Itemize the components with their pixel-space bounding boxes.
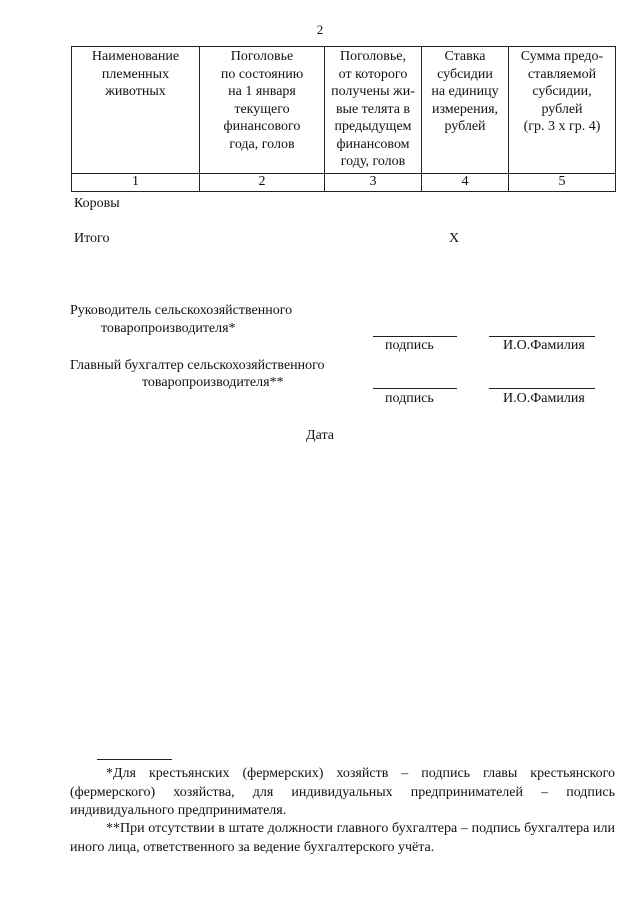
column-number-row <box>72 174 616 192</box>
header-line: текущего <box>234 101 290 117</box>
footnote-rule <box>97 759 172 760</box>
date-label: Дата <box>306 428 334 443</box>
subsidy-table <box>71 46 616 192</box>
accountant-signature-caption: подпись <box>385 391 434 406</box>
footnote-1: *Для крестьянских (фермерских) хозяйств – подпись главы крестьянского (фермерского) хозяйства, для индивидуальных предпринимателей – подпись индивидуального предпринимателя. <box>70 766 615 818</box>
head-title-line1: Руководитель сельскохозяйственного <box>70 303 293 318</box>
header-line: Ставка <box>444 49 486 64</box>
row-label-total: Итого <box>74 231 110 246</box>
column-number: 5 <box>509 174 616 192</box>
header-livestock-calves <box>325 47 422 174</box>
header-line: финансовом <box>336 136 410 152</box>
header-subsidy-rate <box>422 47 509 174</box>
header-line: (гр. 3 х гр. 4) <box>523 119 601 134</box>
header-line: году, голов <box>340 154 406 169</box>
accountant-title-line2: товаропроизводителя** <box>142 375 284 390</box>
page-number: 2 <box>316 22 324 37</box>
header-line: племенных <box>101 66 170 82</box>
header-line: на 1 января <box>228 84 296 99</box>
header-line: от которого <box>338 66 408 82</box>
header-line: животных <box>105 84 166 99</box>
header-line: по состоянию <box>220 66 304 82</box>
header-line: Поголовье <box>230 49 294 64</box>
total-rate-mark: Х <box>449 231 460 246</box>
accountant-signature-line <box>373 388 457 389</box>
accountant-name-caption: И.О.Фамилия <box>503 391 585 406</box>
header-line: Наименование <box>91 49 180 64</box>
column-number: 3 <box>325 174 422 192</box>
head-signature-caption: подпись <box>385 338 434 353</box>
header-line: субсидии <box>437 66 493 82</box>
header-subsidy-sum <box>509 47 616 174</box>
row-label-cows: Коровы <box>74 196 120 211</box>
header-line: получены жи- <box>331 84 415 99</box>
column-number: 2 <box>200 174 325 192</box>
head-title-line2: товаропроизводителя* <box>101 321 236 336</box>
head-name-line <box>489 336 595 337</box>
column-number: 4 <box>422 174 509 192</box>
header-line: Поголовье, <box>339 49 406 64</box>
column-number: 1 <box>72 174 200 192</box>
head-signature-line <box>373 336 457 337</box>
accountant-name-line <box>489 388 595 389</box>
header-line: субсидии, <box>532 84 592 99</box>
header-line: года, голов <box>229 136 295 152</box>
header-line: Сумма предо- <box>520 49 604 64</box>
header-line: ставляемой <box>527 66 597 82</box>
table-header-row <box>72 47 616 174</box>
head-name-caption: И.О.Фамилия <box>503 338 585 353</box>
footnote-2: **При отсутствии в штате должности главного бухгалтера – подпись бухгалтера или иного лица, ответственного за ведение бухгалтерского учёта. <box>70 821 615 855</box>
header-line: измерения, <box>431 101 499 117</box>
header-line: рублей <box>444 119 486 134</box>
header-livestock-jan1 <box>200 47 325 174</box>
header-line: предыдущем <box>334 119 412 134</box>
header-line: вые телята в <box>335 101 411 117</box>
header-line: рублей <box>541 101 583 117</box>
header-line: на единицу <box>431 84 499 99</box>
accountant-title-line1: Главный бухгалтер сельскохозяйственного <box>70 358 325 373</box>
header-line: финансового <box>223 119 301 134</box>
header-animal-name <box>72 47 200 174</box>
